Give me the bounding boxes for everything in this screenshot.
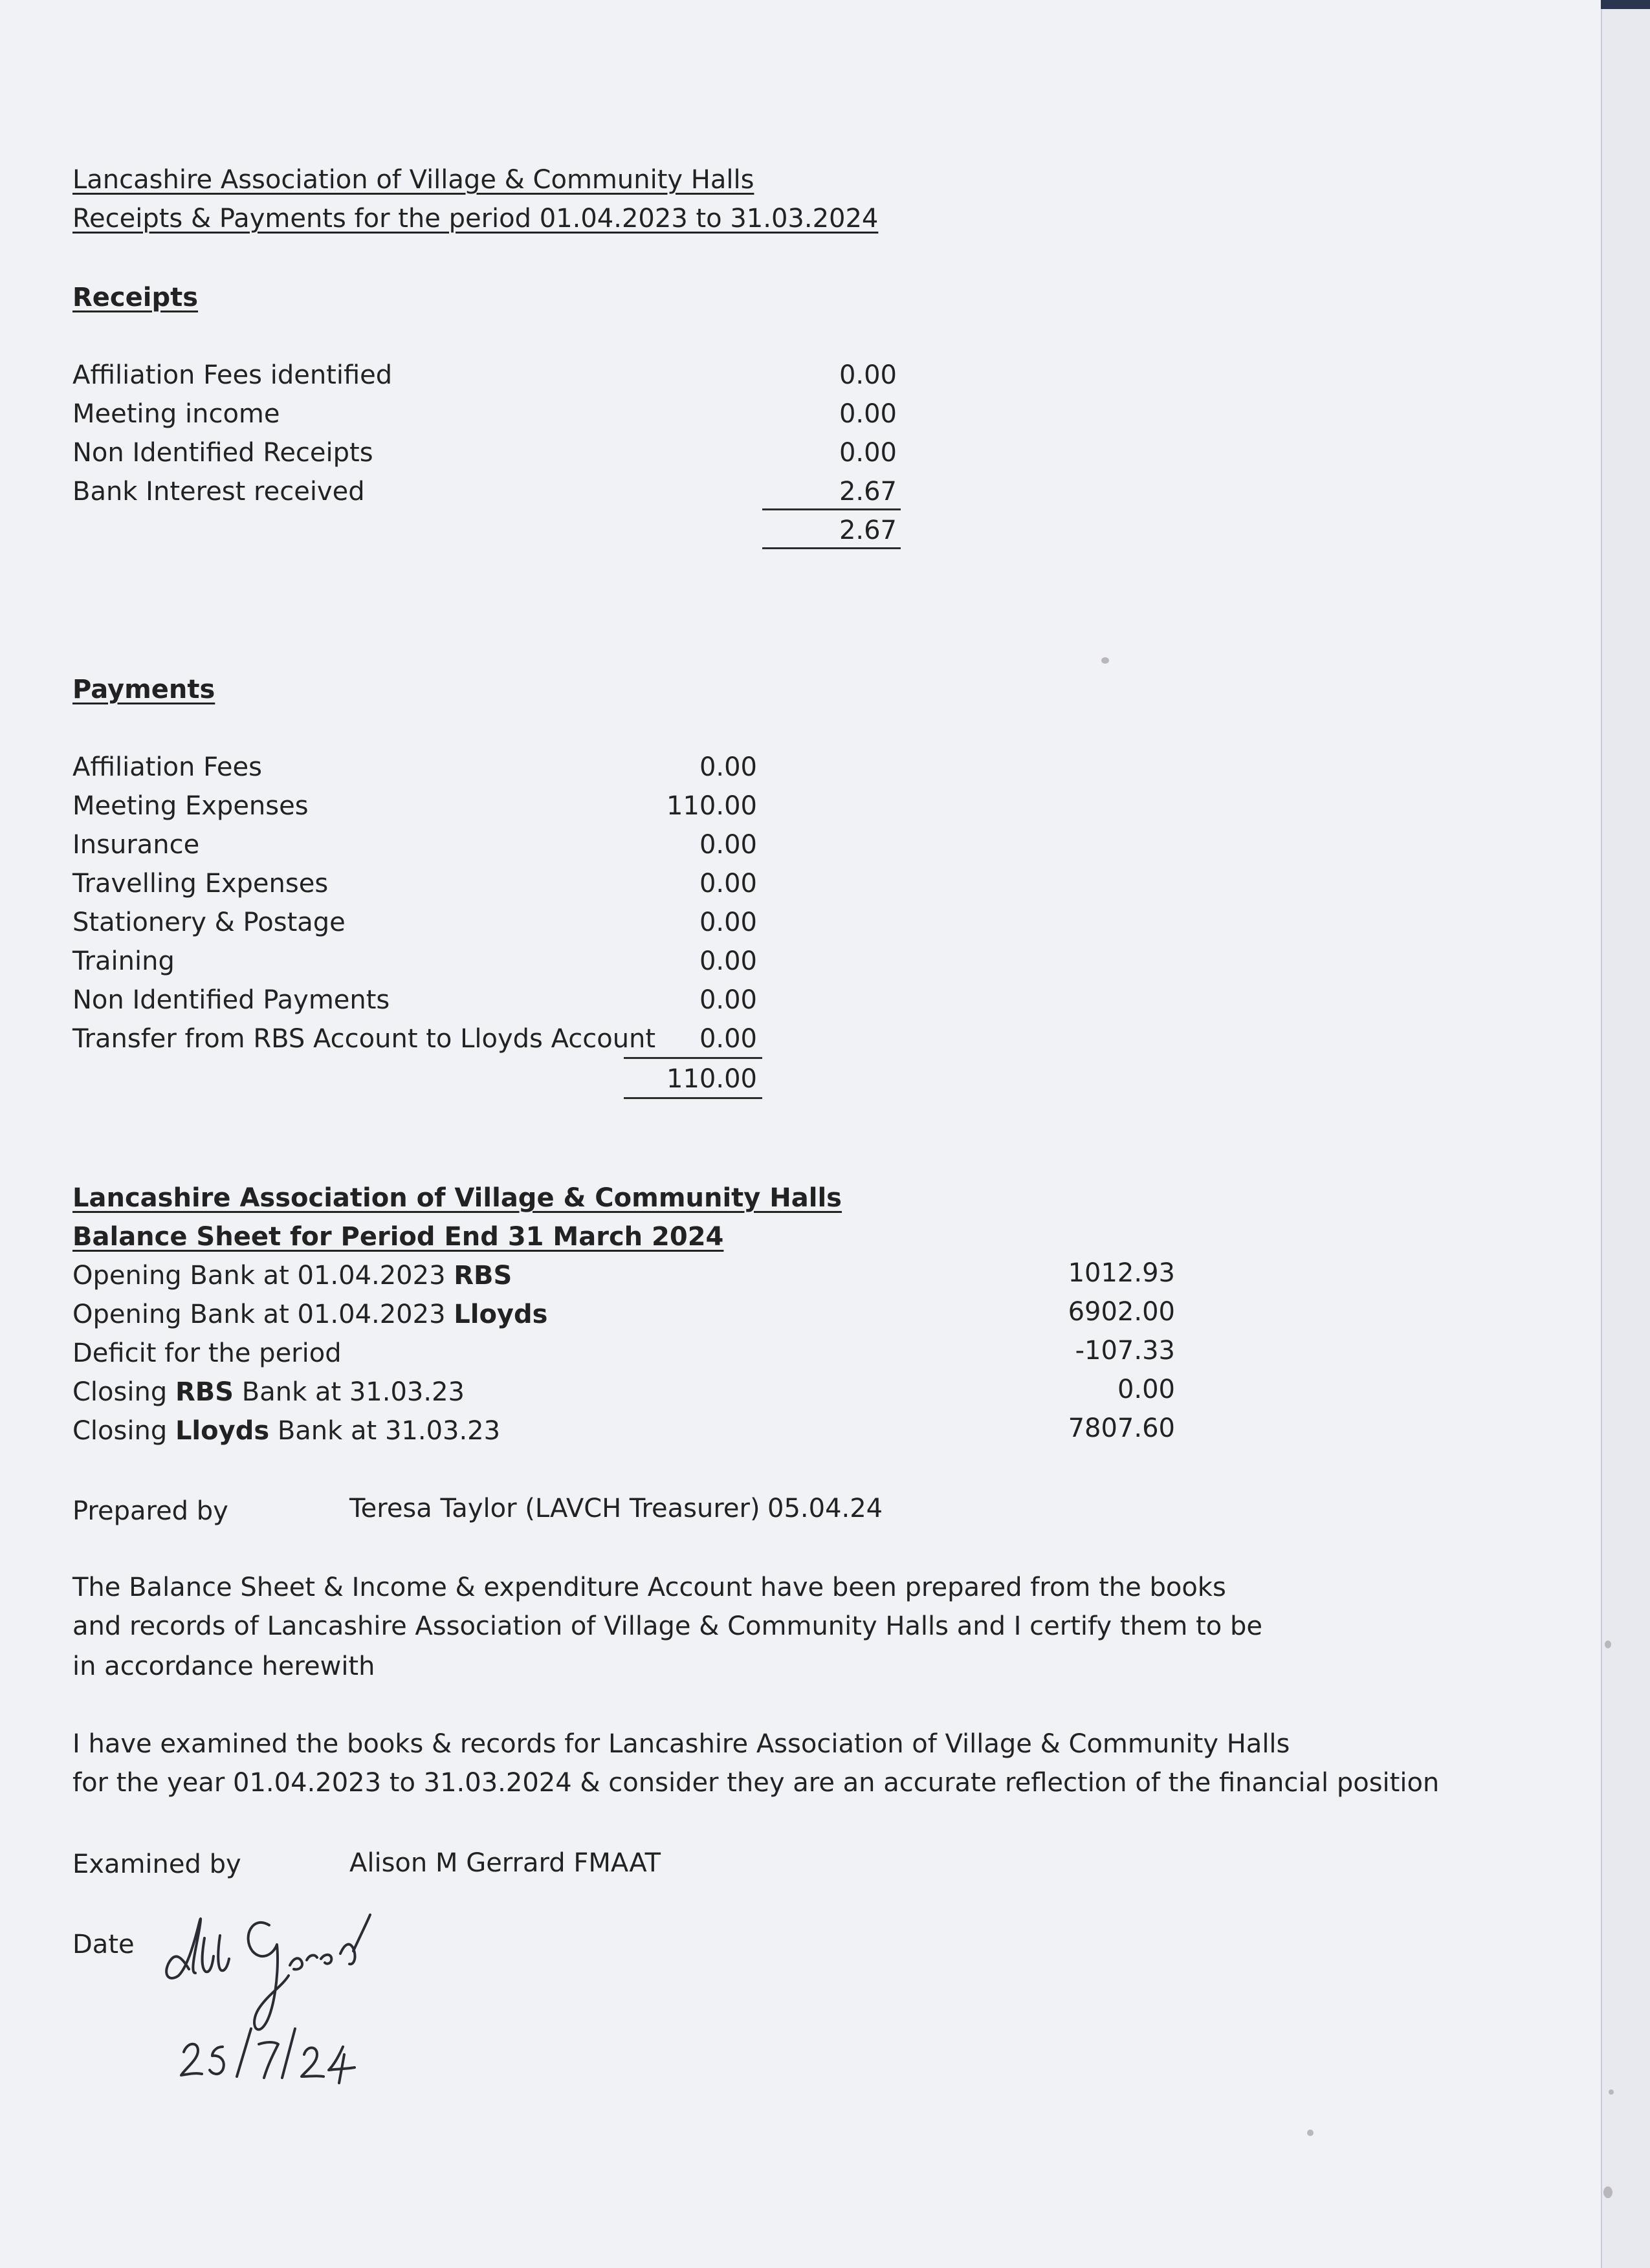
handwritten-signature <box>155 1889 427 2096</box>
balance-row-label: Opening Bank at 01.04.2023 Lloyds <box>72 1300 548 1329</box>
balance-row-label: Deficit for the period <box>72 1338 342 1368</box>
payment-label: Insurance <box>72 830 200 860</box>
receipt-amount: 0.00 <box>839 399 897 429</box>
scanner-top-edge <box>1601 0 1650 9</box>
receipt-label: Meeting income <box>72 399 280 429</box>
prepared-date: 05.04.24 <box>767 1494 883 1523</box>
receipt-amount: 0.00 <box>839 438 897 468</box>
page-edge-line <box>1601 9 1602 2268</box>
payment-label: Stationery & Postage <box>72 908 346 937</box>
scan-speck <box>1609 2089 1614 2095</box>
receipts-total: 2.67 <box>839 516 897 545</box>
balance-row-amount: 7807.60 <box>1068 1413 1175 1443</box>
prepared-by-name: Teresa Taylor (LAVCH Treasurer) <box>349 1494 760 1523</box>
payment-label: Training <box>72 946 175 976</box>
payment-amount: 0.00 <box>699 830 757 860</box>
payments-total-rule-bottom <box>624 1097 762 1099</box>
scan-speck <box>1603 2186 1612 2198</box>
scan-speck <box>1605 1641 1611 1648</box>
scan-speck <box>1307 2130 1314 2136</box>
balance-row-amount: 0.00 <box>1117 1375 1175 1404</box>
payment-label: Transfer from RBS Account to Lloyds Account <box>72 1024 656 1054</box>
receipt-amount: 2.67 <box>839 477 897 507</box>
header-statement-title: Receipts & Payments for the period 01.04.2023 to 31.03.2024 <box>72 204 879 234</box>
payment-label: Affiliation Fees <box>72 752 262 782</box>
payments-total-rule-top <box>624 1057 762 1059</box>
payment-amount: 110.00 <box>666 791 757 821</box>
header-org-name: Lancashire Association of Village & Community Halls <box>72 165 754 195</box>
payment-amount: 0.00 <box>699 869 757 899</box>
examined-by-name: Alison M Gerrard FMAAT <box>349 1848 661 1878</box>
payment-amount: 0.00 <box>699 1024 757 1054</box>
receipts-total-rule-bottom <box>762 547 901 549</box>
payment-label: Meeting Expenses <box>72 791 309 821</box>
receipt-amount: 0.00 <box>839 360 897 390</box>
payment-amount: 0.00 <box>699 908 757 937</box>
payment-label: Non Identified Payments <box>72 985 390 1015</box>
certification-line: in accordance herewith <box>72 1652 375 1681</box>
certification-line: The Balance Sheet & Income & expenditure Account have been prepared from the books <box>72 1573 1226 1602</box>
certification-line: and records of Lancashire Association of Village & Community Halls and I certify them to be <box>72 1611 1262 1641</box>
balance-row-label: Closing Lloyds Bank at 31.03.23 <box>72 1416 501 1446</box>
payments-total: 110.00 <box>666 1064 757 1094</box>
date-label: Date <box>72 1930 135 1959</box>
scan-speck <box>1101 657 1109 664</box>
payment-amount: 0.00 <box>699 985 757 1015</box>
examination-line: for the year 01.04.2023 to 31.03.2024 & consider they are an accurate reflection of the financial position <box>72 1768 1440 1798</box>
receipt-label: Non Identified Receipts <box>72 438 373 468</box>
receipts-heading: Receipts <box>72 283 199 312</box>
payment-label: Travelling Expenses <box>72 869 329 899</box>
payments-heading: Payments <box>72 675 215 704</box>
receipt-label: Affiliation Fees identified <box>72 360 393 390</box>
balance-sheet-title: Balance Sheet for Period End 31 March 2024 <box>72 1222 724 1252</box>
balance-sheet-org-name: Lancashire Association of Village & Community Halls <box>72 1183 842 1213</box>
payment-amount: 0.00 <box>699 946 757 976</box>
balance-row-label: Opening Bank at 01.04.2023 RBS <box>72 1261 512 1291</box>
payment-amount: 0.00 <box>699 752 757 782</box>
receipt-label: Bank Interest received <box>72 477 365 507</box>
examined-by-label: Examined by <box>72 1849 241 1879</box>
balance-row-amount: -107.33 <box>1075 1336 1175 1366</box>
balance-row-amount: 6902.00 <box>1068 1297 1175 1327</box>
page-edge-shadow <box>1601 0 1650 2268</box>
examination-line: I have examined the books & records for Lancashire Association of Village & Community Halls <box>72 1729 1290 1759</box>
balance-row-label: Closing RBS Bank at 31.03.23 <box>72 1377 465 1407</box>
balance-row-amount: 1012.93 <box>1068 1258 1175 1288</box>
prepared-by-label: Prepared by <box>72 1496 228 1526</box>
receipts-total-rule-top <box>762 508 901 510</box>
